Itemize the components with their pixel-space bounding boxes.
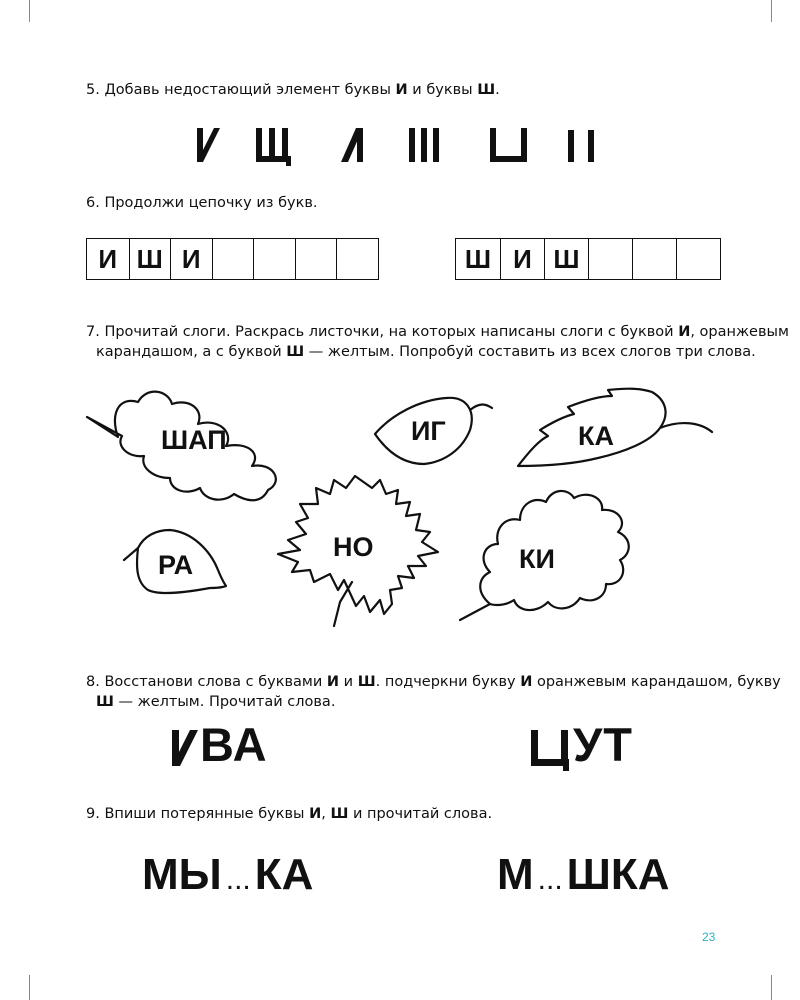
word-iva-rest: ВА — [200, 718, 268, 771]
letter-sch-fragment — [529, 728, 573, 772]
task-9-instruction: 9. Впиши потерянные буквы И, Ш и прочитай слова. — [86, 806, 493, 822]
chain-cell-empty[interactable] — [336, 239, 378, 279]
page-number: 23 — [702, 930, 716, 944]
syllable-ki: КИ — [519, 544, 555, 574]
task-7-instruction: 7. Прочитай слоги. Раскрась листочки, на которых написаны слоги с буквой И, оранжевым карандашом, а с буквой Ш — желтым. Попробуй составить из всех слогов три слова. — [86, 324, 789, 360]
letter-fragment-2 — [250, 122, 320, 168]
task-6-instruction: 6. Продолжи цепочку из букв. — [86, 195, 318, 211]
chain-cell-empty[interactable] — [676, 239, 720, 279]
letter-i-fragment — [168, 728, 202, 768]
syllable-ra: РА — [158, 550, 194, 580]
crop-mark — [29, 0, 30, 22]
chain-cell: И — [170, 239, 212, 279]
letter-fragment-5 — [485, 122, 555, 168]
letter-fragment-6 — [560, 122, 630, 168]
crop-mark — [771, 975, 772, 1000]
chain-cell-empty[interactable] — [295, 239, 337, 279]
chain-cell-empty[interactable] — [253, 239, 295, 279]
missing-letter-blank[interactable]: ... — [537, 863, 563, 896]
chain-cell: Ш — [464, 243, 492, 274]
chain-cell-empty[interactable] — [212, 239, 254, 279]
letter-fragment-3 — [333, 122, 403, 168]
leaves-area — [0, 380, 800, 660]
missing-letter-blank[interactable]: ... — [225, 863, 251, 896]
syllable-ka: КА — [578, 421, 614, 451]
word-shut-rest: УТ — [573, 718, 633, 771]
syllable-shap: ШАП — [161, 425, 227, 455]
word-mishka: М ...ШКА — [497, 850, 670, 899]
letter-fragment-4 — [405, 122, 475, 168]
syllable-no: НО — [333, 532, 374, 562]
chain-cell: И — [500, 239, 544, 279]
chain-cell-empty[interactable] — [588, 239, 632, 279]
task-5-instruction: 5. Добавь недостающий элемент буквы И и буквы Ш. — [86, 82, 500, 98]
letter-chain-2 — [455, 238, 721, 280]
syllable-ig: ИГ — [411, 416, 446, 446]
chain-cell: Ш — [129, 239, 171, 279]
chain-cell: И — [98, 243, 118, 274]
leaf-ka — [518, 389, 712, 466]
chain-cell: Ш — [544, 239, 588, 279]
chain-cell-empty[interactable] — [632, 239, 676, 279]
leaves-drawing — [0, 380, 800, 660]
crop-mark — [29, 975, 30, 1000]
letter-chain-1 — [86, 238, 379, 280]
word-mychka: МЫ ...КА — [142, 850, 314, 899]
crop-mark — [771, 0, 772, 22]
task-8-instruction: 8. Восстанови слова с буквами И и Ш. подчеркни букву И оранжевым карандашом, букву Ш — желтым. Прочитай слова. — [86, 674, 781, 710]
